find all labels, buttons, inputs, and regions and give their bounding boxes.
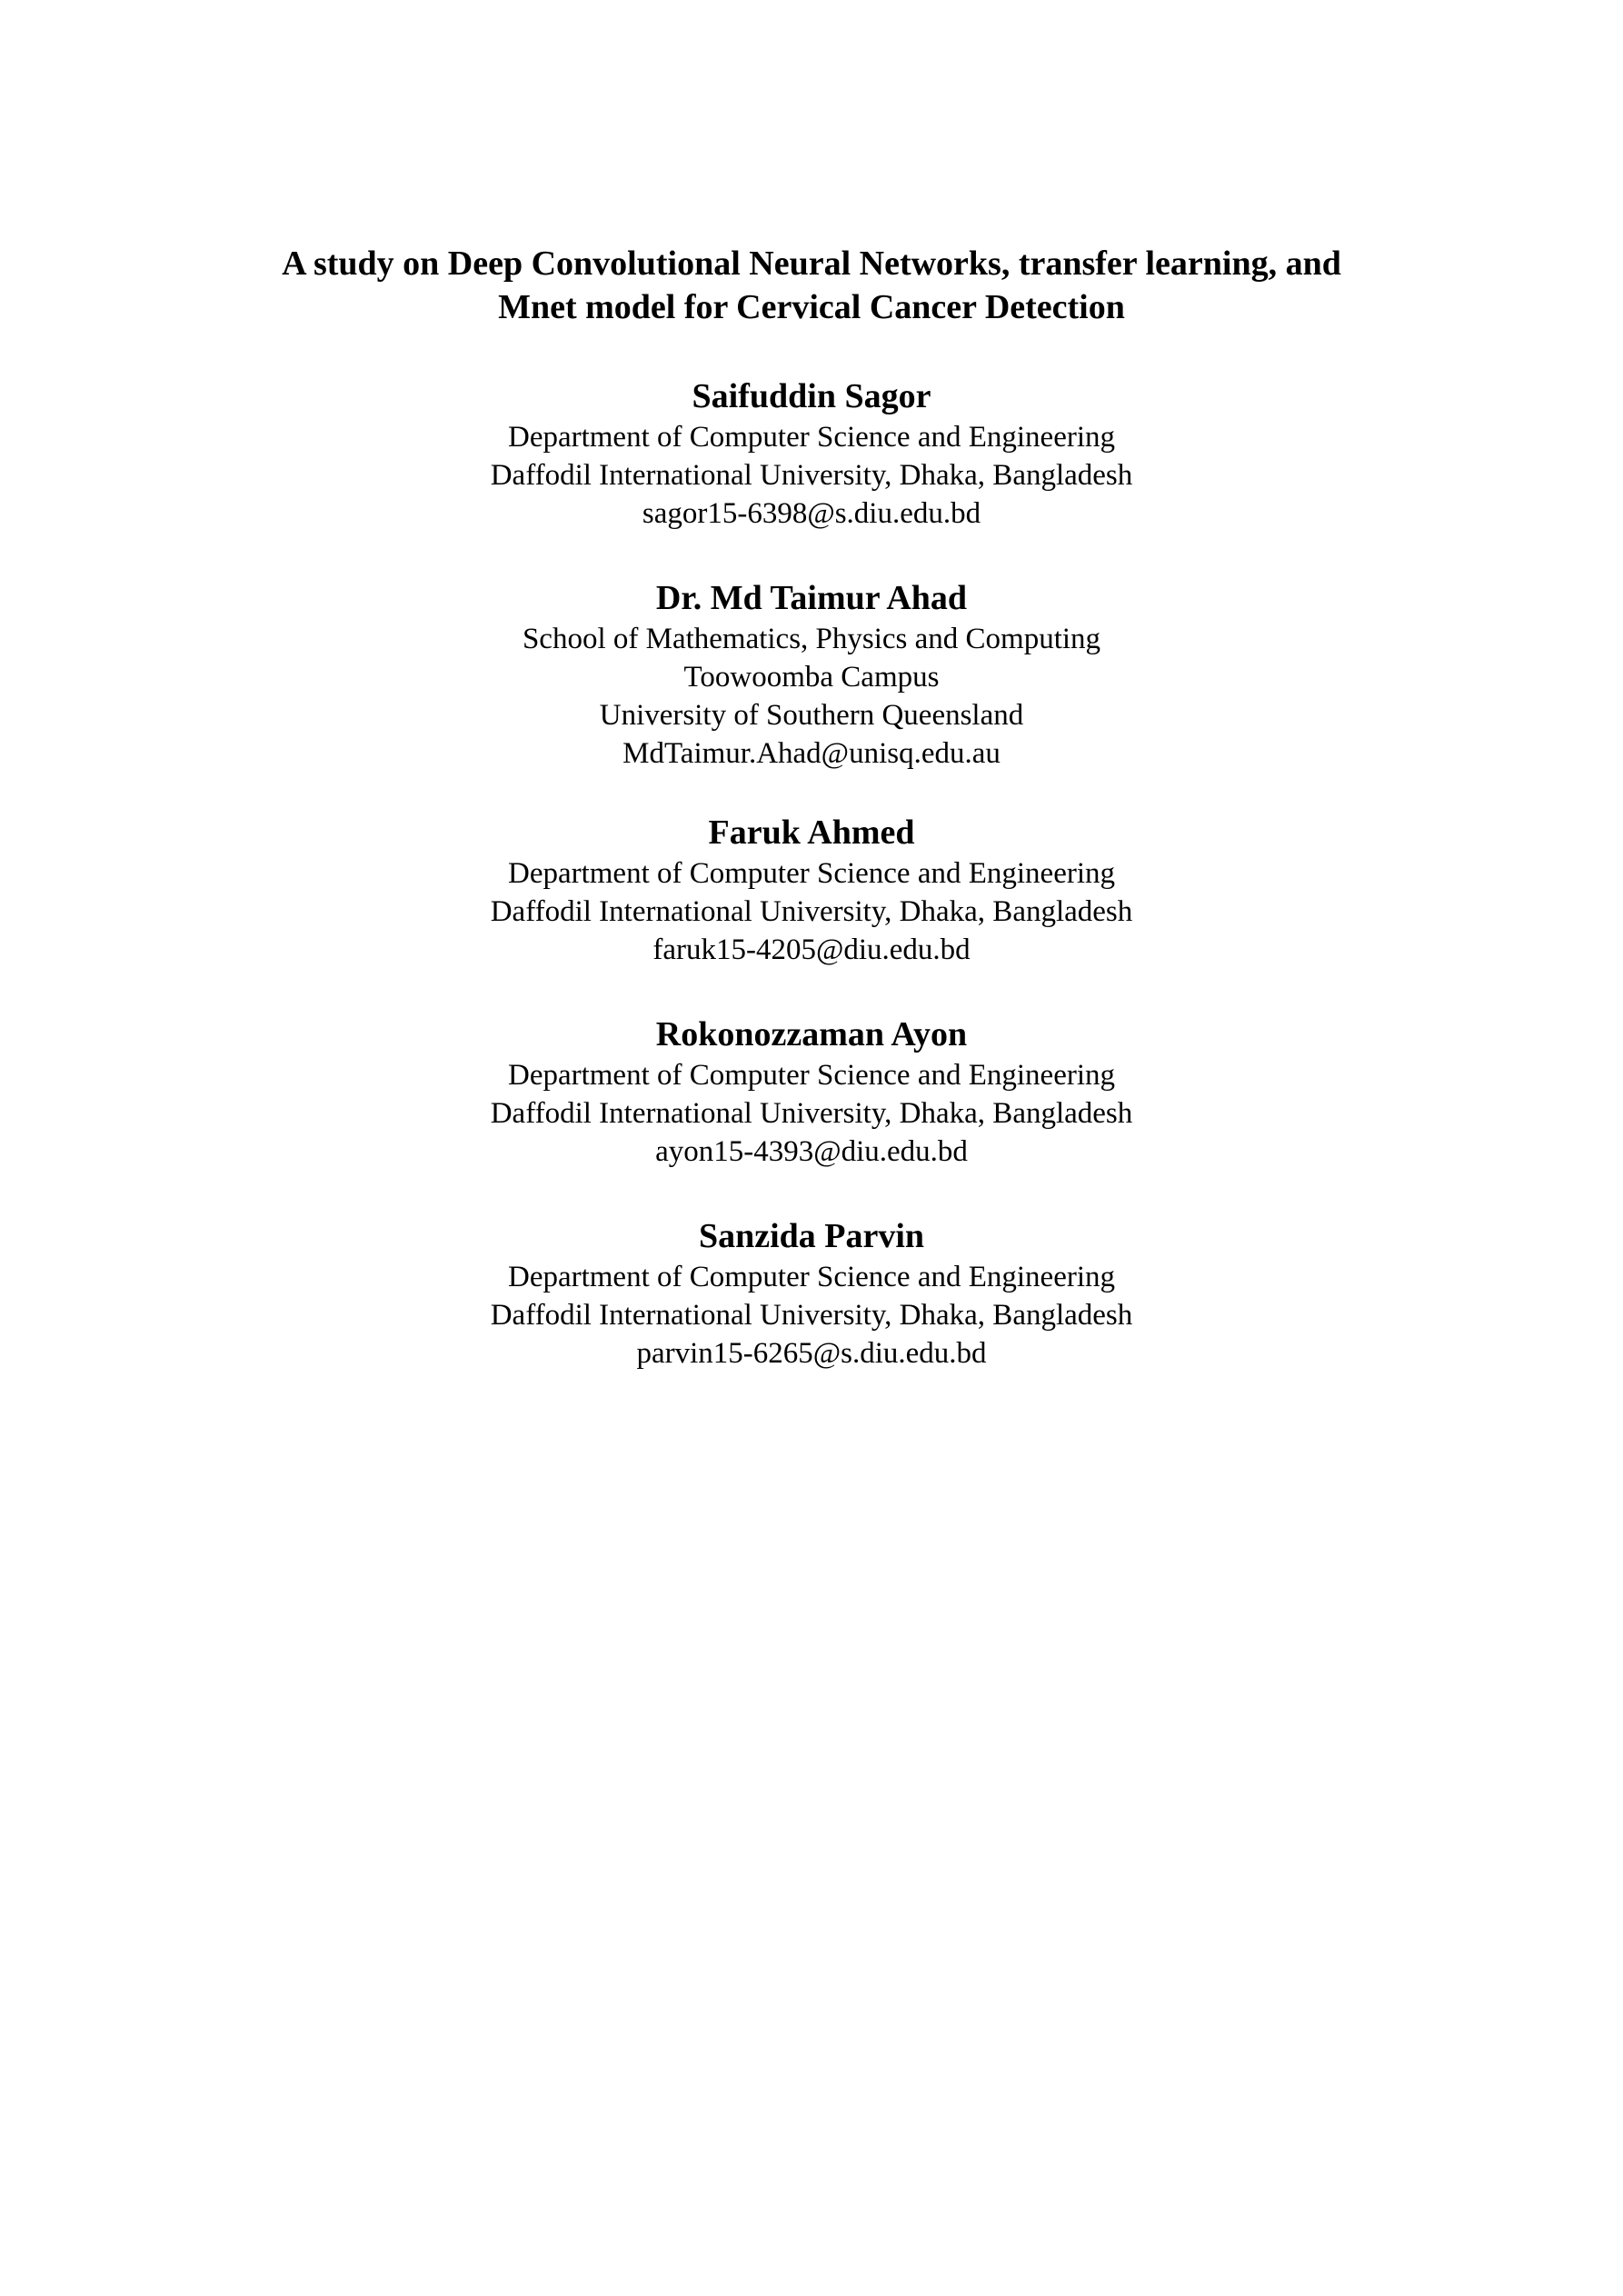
author-department: School of Mathematics, Physics and Computing — [522, 623, 1101, 655]
author-email: faruk15-4205@diu.edu.bd — [652, 933, 971, 966]
author-email: sagor15-6398@s.diu.edu.bd — [642, 497, 981, 530]
author-block — [0, 811, 1623, 969]
author-email: ayon15-4393@diu.edu.bd — [655, 1135, 968, 1168]
author-email: MdTaimur.Ahad@unisq.edu.au — [622, 737, 1001, 770]
author-block — [0, 1214, 1623, 1373]
author-affiliation: Daffodil International University, Dhaka, Bangladesh — [490, 459, 1133, 492]
paper-title — [0, 242, 1623, 329]
author-department: Department of Computer Science and Engineering — [507, 421, 1116, 454]
author-campus: Toowoomba Campus — [683, 661, 940, 694]
author-email: parvin15-6265@s.diu.edu.bd — [636, 1337, 987, 1370]
author-affiliation: Daffodil International University, Dhaka, Bangladesh — [490, 1299, 1133, 1332]
author-affiliation: University of Southern Queensland — [599, 699, 1024, 732]
author-name: Rokonozzaman Ayon — [655, 1015, 968, 1053]
author-department: Department of Computer Science and Engineering — [507, 1059, 1116, 1092]
author-block — [0, 576, 1623, 773]
author-name: Sanzida Parvin — [698, 1217, 925, 1255]
author-department: Department of Computer Science and Engineering — [507, 1261, 1116, 1293]
author-department: Department of Computer Science and Engineering — [507, 857, 1116, 890]
author-name: Saifuddin Sagor — [692, 377, 931, 415]
author-name: Dr. Md Taimur Ahad — [655, 579, 968, 617]
title-line: A study on Deep Convolutional Neural Networks, transfer learning, and — [282, 245, 1341, 283]
author-affiliation: Daffodil International University, Dhaka, Bangladesh — [490, 1097, 1133, 1130]
author-block — [0, 1013, 1623, 1171]
title-line: Mnet model for Cervical Cancer Detection — [498, 288, 1125, 326]
author-name: Faruk Ahmed — [708, 814, 915, 852]
author-affiliation: Daffodil International University, Dhaka, Bangladesh — [490, 895, 1133, 928]
author-block — [0, 374, 1623, 533]
